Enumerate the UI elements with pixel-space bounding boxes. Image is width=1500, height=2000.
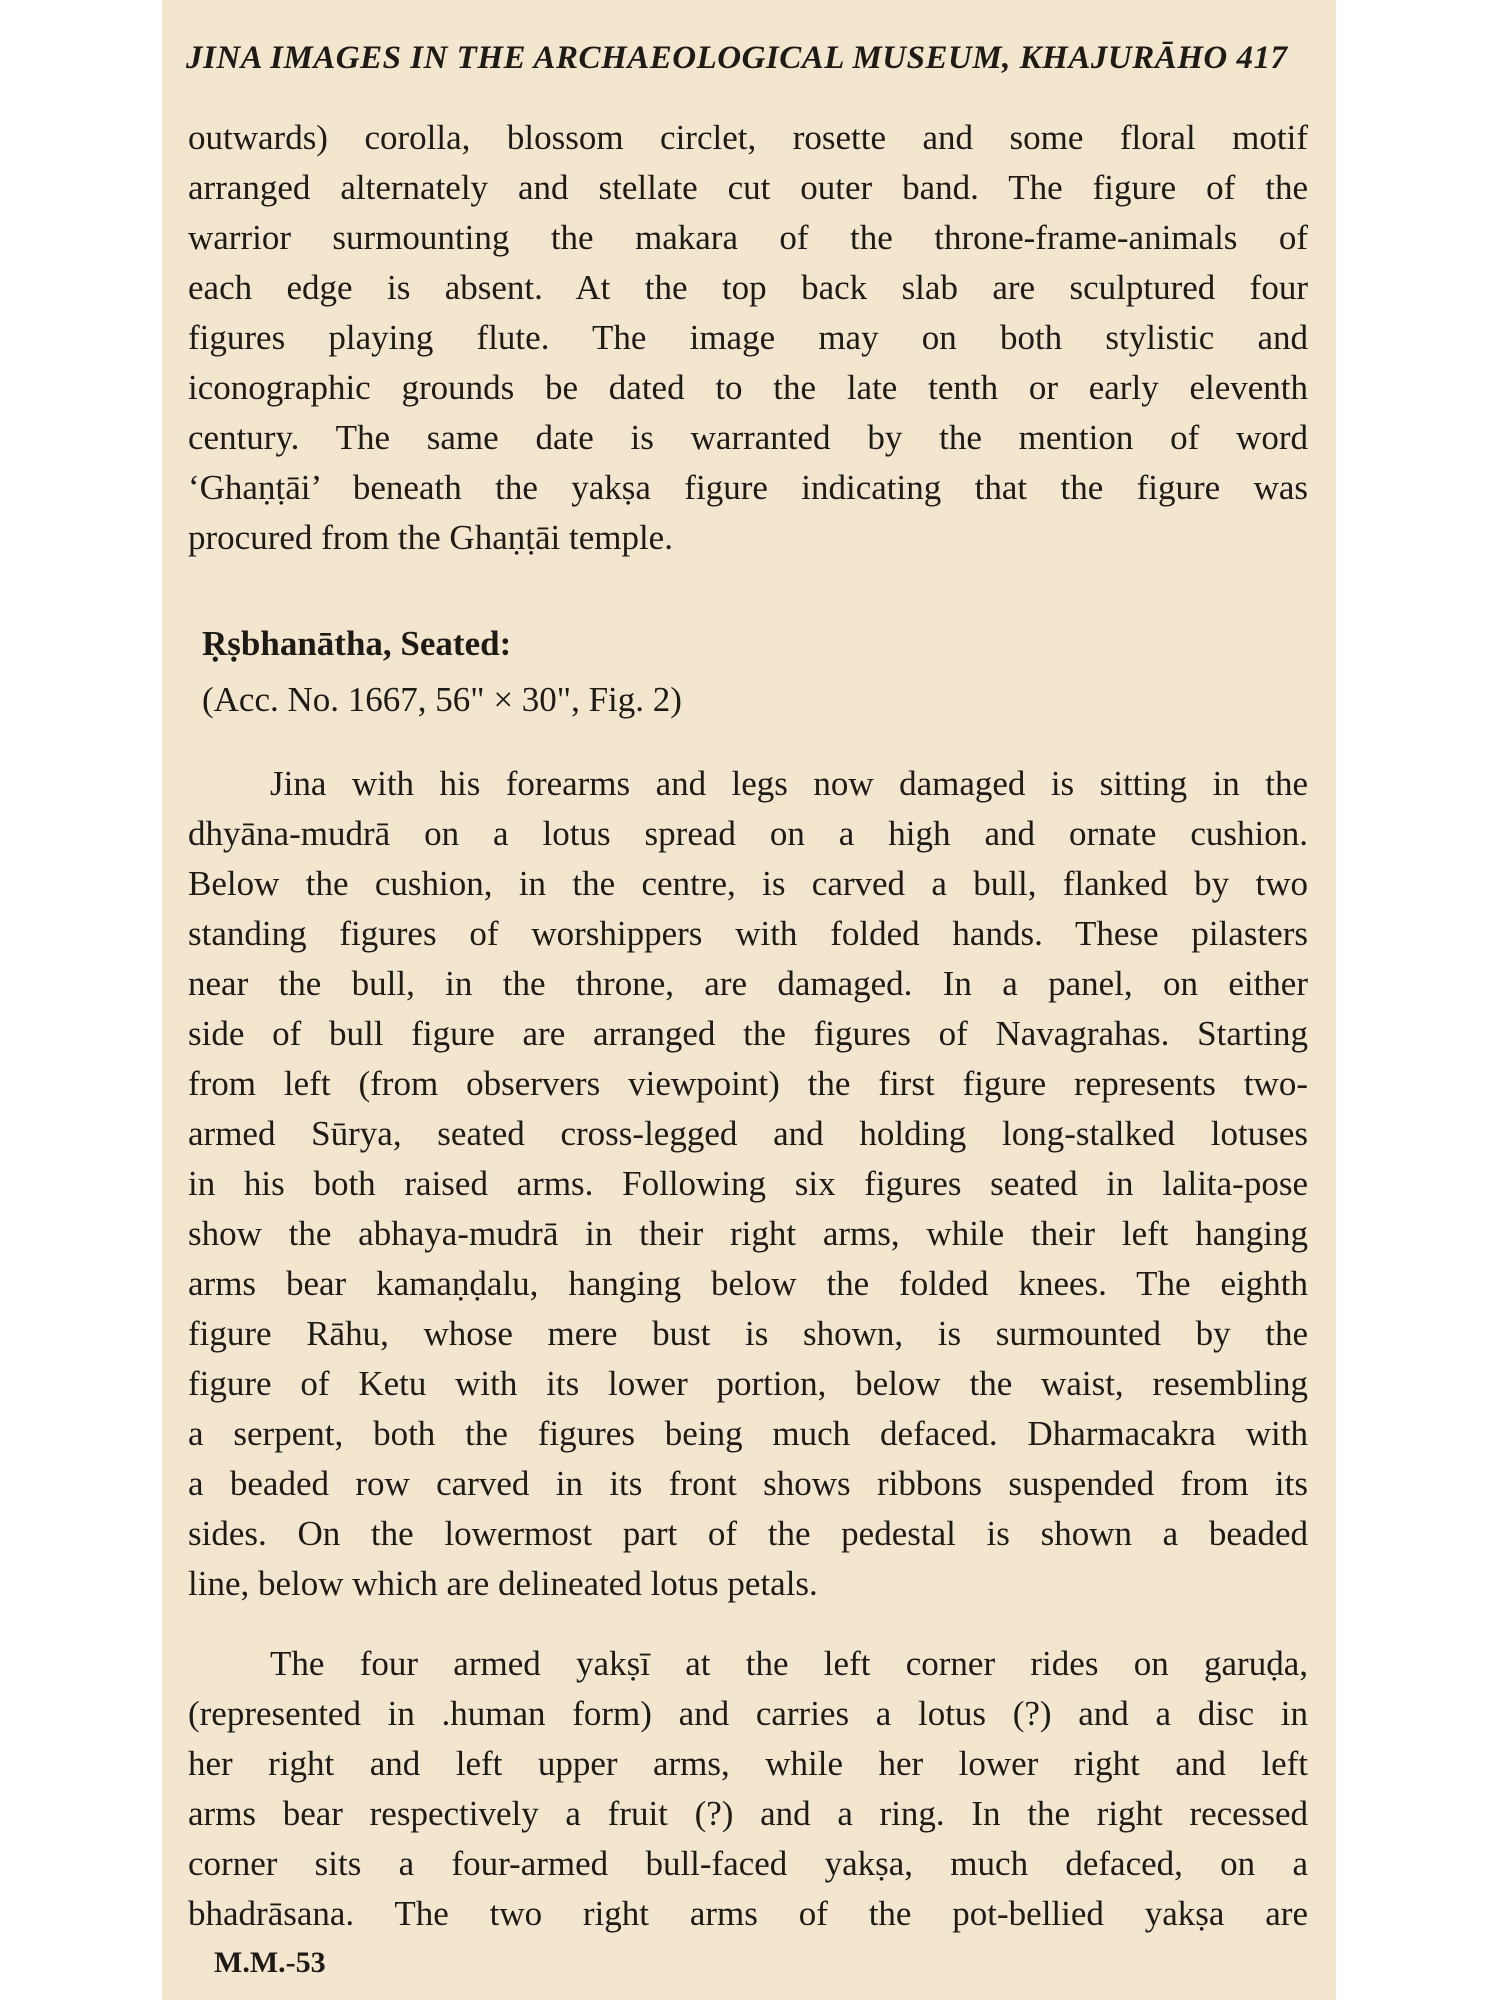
accession-number: (Acc. No. 1667, 56" × 30", Fig. 2) — [202, 680, 682, 719]
text-line: a serpent, both the figures being much defaced. Dharmacakra with — [188, 1414, 1308, 1453]
text-line: warrior surmounting the makara of the throne-frame-animals of — [188, 218, 1308, 257]
text-line: standing figures of worshippers with folded hands. These pilasters — [188, 914, 1308, 953]
section-heading: Ṛṣbhanātha, Seated: — [202, 624, 512, 663]
text-line: sides. On the lowermost part of the pedestal is shown a beaded — [188, 1514, 1308, 1553]
page-footer: M.M.-53 — [214, 1946, 326, 1979]
text-line: side of bull figure are arranged the figures of Navagrahas. Starting — [188, 1014, 1308, 1053]
text-line: arms bear kamaṇḍalu, hanging below the folded knees. The eighth — [188, 1264, 1308, 1303]
text-line: (represented in .human form) and carries a lotus (?) and a disc in — [188, 1694, 1308, 1733]
text-line: ‘Ghaṇṭāi’ beneath the yakṣa figure indicating that the figure was — [188, 468, 1308, 507]
text-line: outwards) corolla, blossom circlet, rosette and some floral motif — [188, 118, 1308, 157]
text-line: figure of Ketu with its lower portion, below the waist, resembling — [188, 1364, 1308, 1403]
text-line: her right and left upper arms, while her lower right and left — [188, 1744, 1308, 1783]
text-line: century. The same date is warranted by the mention of word — [188, 418, 1308, 457]
text-line: from left (from observers viewpoint) the first figure represents two- — [188, 1064, 1308, 1103]
text-line: figures playing flute. The image may on both stylistic and — [188, 318, 1308, 357]
text-line: iconographic grounds be dated to the late tenth or early eleventh — [188, 368, 1308, 407]
text-line: arranged alternately and stellate cut outer band. The figure of the — [188, 168, 1308, 207]
text-line: procured from the Ghaṇṭāi temple. — [188, 518, 673, 557]
text-line: corner sits a four-armed bull-faced yakṣa, much defaced, on a — [188, 1844, 1308, 1883]
text-line: line, below which are delineated lotus petals. — [188, 1564, 818, 1603]
text-line: show the abhaya-mudrā in their right arms, while their left hanging — [188, 1214, 1308, 1253]
text-line: armed Sūrya, seated cross-legged and holding long-stalked lotuses — [188, 1114, 1308, 1153]
text-line: bhadrāsana. The two right arms of the pot-bellied yakṣa are — [188, 1894, 1308, 1933]
text-line: dhyāna-mudrā on a lotus spread on a high and ornate cushion. — [188, 814, 1308, 853]
text-line: figure Rāhu, whose mere bust is shown, is surmounted by the — [188, 1314, 1308, 1353]
text-line: Jina with his forearms and legs now damaged is sitting in the — [270, 764, 1308, 803]
text-line: each edge is absent. At the top back slab are sculptured four — [188, 268, 1308, 307]
book-page — [162, 0, 1336, 2000]
text-line: Below the cushion, in the centre, is carved a bull, flanked by two — [188, 864, 1308, 903]
text-line: a beaded row carved in its front shows ribbons suspended from its — [188, 1464, 1308, 1503]
text-line: arms bear respectively a fruit (?) and a ring. In the right recessed — [188, 1794, 1308, 1833]
running-head: JINA IMAGES IN THE ARCHAEOLOGICAL MUSEUM, KHAJURĀHO 417 — [186, 40, 1288, 76]
text-line: in his both raised arms. Following six figures seated in lalita-pose — [188, 1164, 1308, 1203]
text-line: near the bull, in the throne, are damaged. In a panel, on either — [188, 964, 1308, 1003]
text-line: The four armed yakṣī at the left corner rides on garuḍa, — [270, 1644, 1308, 1683]
